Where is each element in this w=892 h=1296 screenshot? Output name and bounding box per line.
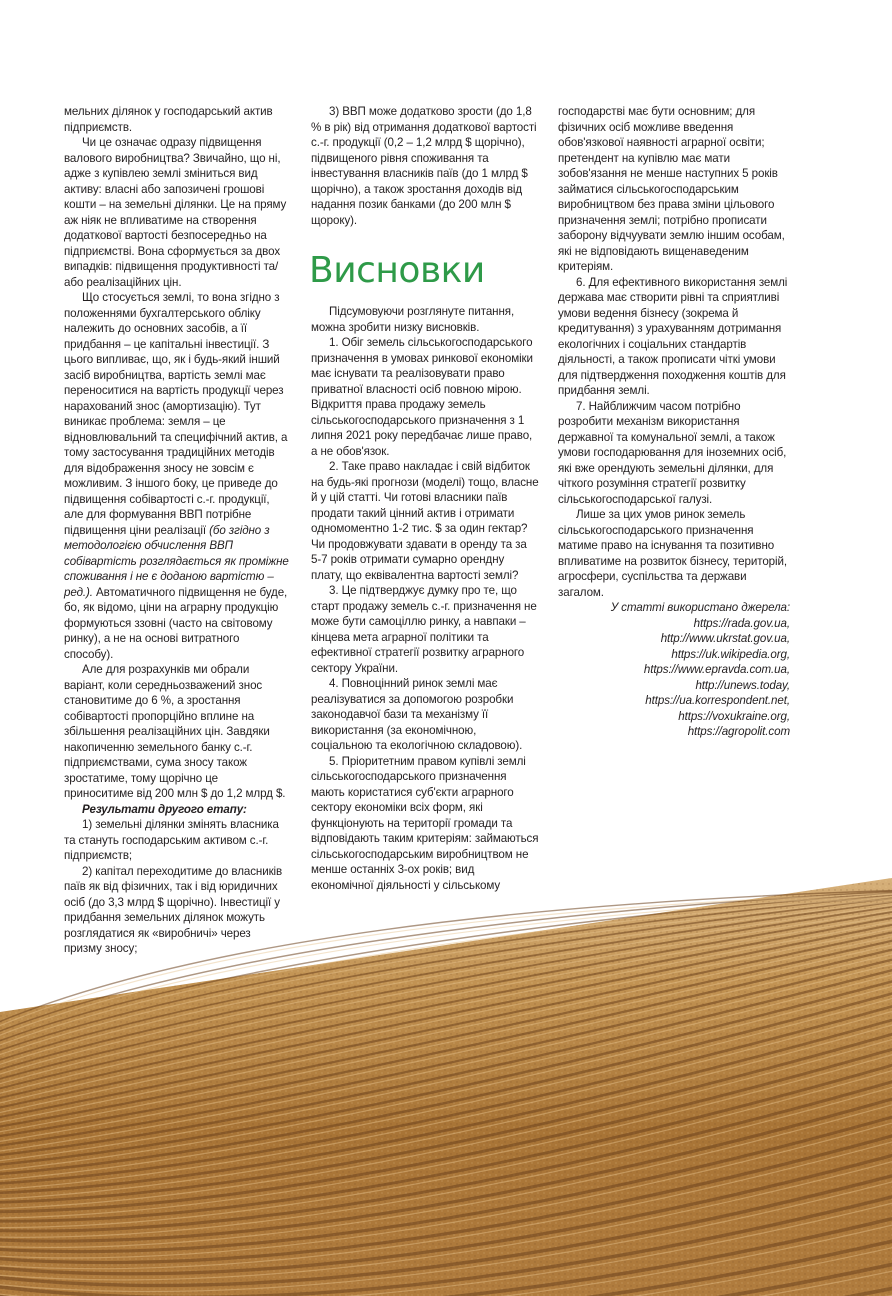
paragraph-text: Автоматичного підвищення не буде, бо, як відомо, ціни на аграрну продукцію формуються ззовні (часто на світовому ринку), а не на основі витратного способу). — [64, 585, 288, 661]
source-link[interactable]: https://agropolit.com — [687, 725, 790, 738]
paragraph: Але для розрахунків ми обрали варіант, коли середньозважений знос становитиме до 6 %, а зростання собівартості пропорційно вплине на збільшення реалізаційних цін. Завдяки накопиченню земельного банку с.-г. підприємствами, сума зносу також зростатиме, тому щорічно це приноситиме від 200 млн $ до 1,2 млрд $. — [64, 663, 286, 800]
paragraph: Підсумовуючи розглянуте питання, можна зробити низку висновків. — [311, 305, 515, 334]
paragraph: мельних ділянок у господарський актив підприємств. — [64, 105, 273, 134]
list-item: 7. Найближчим часом потрібно розробити механізм використання державної та комунальної землі, а також умови господарювання для іноземних осіб, які вже орендують земельні ділянки, для чіткого розуміння стратегії розвитку сільськогосподарської галузі. — [558, 399, 787, 506]
paragraph: господарстві має бути основним; для фізичних осіб можливе введення обов'язкової наявності аграрної освіти; претендент на купівлю має мати зобов'язання не менше наступних 5 років займатися сільськогосподарським виробництвом без права зміни цільового призначення землі; потрібно прописати заборону відчуувати землю іншим особам, які не відповідають вищенаведеним критеріям. — [558, 105, 785, 273]
sources-list — [558, 616, 790, 740]
paragraph-text: Що стосується землі, то вона згідно з положеннями бухгалтерського обліку належить до основних засобів, а її придбання – це капітальні інвестиції. З цього випливає, що, як і будь-який інший засіб виробництва, вартість землі має переноситися на вартість продукції через нарахований знос (амортизацію). Тут виникає проблема: земля – це відновлювальний та специфічний актив, а тому застосування традиційних методів для відображення зносу не зовсім є можливим. З іншого боку, це приведе до підвищення собівартості с.-г. продукції, але для формування ВВП потрібне підвищення ціни реалізації — [64, 291, 288, 537]
list-item: 4. Повноцінний ринок землі має реалізуватися за допомогою розробки законодавчої бази та механізму її використання (за економічною, соціальною та екологічною складовою). — [311, 677, 523, 752]
paragraph: Чи це означає одразу підвищення валового виробництва? Звичайно, що ні, адже з купівлею землі зміниться вид активу: власні або запозичені грошові кошти – на земельні ділянки. Це на пряму аж ніяк не впливатиме на створення додаткової вартості безпосередньо на підприємстві. Вона сформується за двох випадків: підвищення продуктивності та/або реалізаційних цін. — [64, 136, 287, 289]
list-item: 3) ВВП може додатково зрости (до 1,8 % в рік) від отримання додаткової вартості с.-г. продукції (0,2 – 1,2 млрд $ щорічно), підвищеного рівня споживання та інвестування власників паїв (до 1 млрд $ щорічно), а також зростання доходів від надання позик банками (до 200 млн $ щороку). — [311, 105, 537, 227]
source-link[interactable]: http://www.ukrstat.gov.ua, — [660, 632, 790, 645]
subheading: Результати другого етапу: — [82, 802, 247, 816]
list-item: 2. Таке право накладає і свій відбиток на будь-які прогнози (моделі) тощо, власне й у цій статті. Чи готові власники паїв продати такий цінний актив і отримати одномоментно 1-2 тис. $ за один гектар? Чи продовжувати здавати в оренду та за 5-7 років отримати сумарно орендну плату, що еквівалентна вартості землі? — [311, 460, 539, 582]
source-link[interactable]: https://ua.korrespondent.net, — [645, 694, 790, 707]
list-item: 1) земельні ділянки змінять власника та стануть господарським активом с.-г. підприємств; — [64, 818, 279, 862]
sources-title: У статті використано джерела: — [610, 601, 790, 614]
list-item: 1. Обіг земель сільськогосподарського призначення в умовах ринкової економіки має існувати та реалізовувати право приватної власності осіб повною мірою. Відкриття права продажу земель сільськогосподарського призначення з 1 липня 2021 року передбачає лише право, а не обов'язок. — [311, 336, 533, 458]
source-link[interactable]: https://rada.gov.ua, — [693, 616, 790, 630]
list-item: 3. Це підтверджує думку про те, що старт продажу земель с.-г. призначення не може бути самоціллю ринку, а навпаки – кінцева мета аграрної політики та ефективної стратегії розвитку аграрного сектору України. — [311, 584, 537, 675]
list-item: 5. Пріоритетним правом купівлі землі сільськогосподарського призначення мають користатися суб'єкти аграрного сектору економіки всіх форм, які функціонують на території громади та відповідають таким критеріям: займаються сільськогосподарським виробництвом не менше останніх 3-ох років; вид економічної діяльності у сільському — [311, 754, 539, 892]
section-heading: Висновки — [309, 250, 485, 291]
source-link[interactable]: https://uk.wikipedia.org, — [671, 647, 790, 661]
editor-note: (бо згідно з методологією обчислення ВВП собівартість розглядається як проміжне споживання і не є доданою вартістю – ред.). — [64, 523, 289, 599]
source-link[interactable]: https://voxukraine.org, — [678, 709, 790, 723]
source-link[interactable]: http://unews.today, — [695, 678, 790, 692]
list-item: 2) капітал переходитиме до власників паїв як від фізичних, так і від юридичних осіб (до 3,3 млрд $ щорічно). Інвестиції у придбання земельних ділянок можуть розглядатися як «виробничі» через призму зносу; — [64, 864, 283, 955]
paragraph: Лише за цих умов ринок земель сільськогосподарського призначення матиме право на існування та позитивно впливатиме на розвиток бізнесу, територій, агросфери, суспільства та держави загалом. — [558, 508, 787, 599]
list-item: 6. Для ефективного використання землі держава має створити рівні та сприятливі умови ведення бізнесу (зокрема й кредитування) з урахуванням дотримання екологічних і соціальних стандартів діяльності, а також прописати чіткі умови для підтвердження походження коштів для придбання землі. — [558, 275, 788, 397]
source-link[interactable]: https://www.epravda.com.ua, — [643, 663, 790, 676]
column-3 — [558, 104, 790, 740]
column-1 — [64, 104, 290, 957]
paragraph — [64, 290, 290, 662]
column-2 — [311, 104, 539, 893]
